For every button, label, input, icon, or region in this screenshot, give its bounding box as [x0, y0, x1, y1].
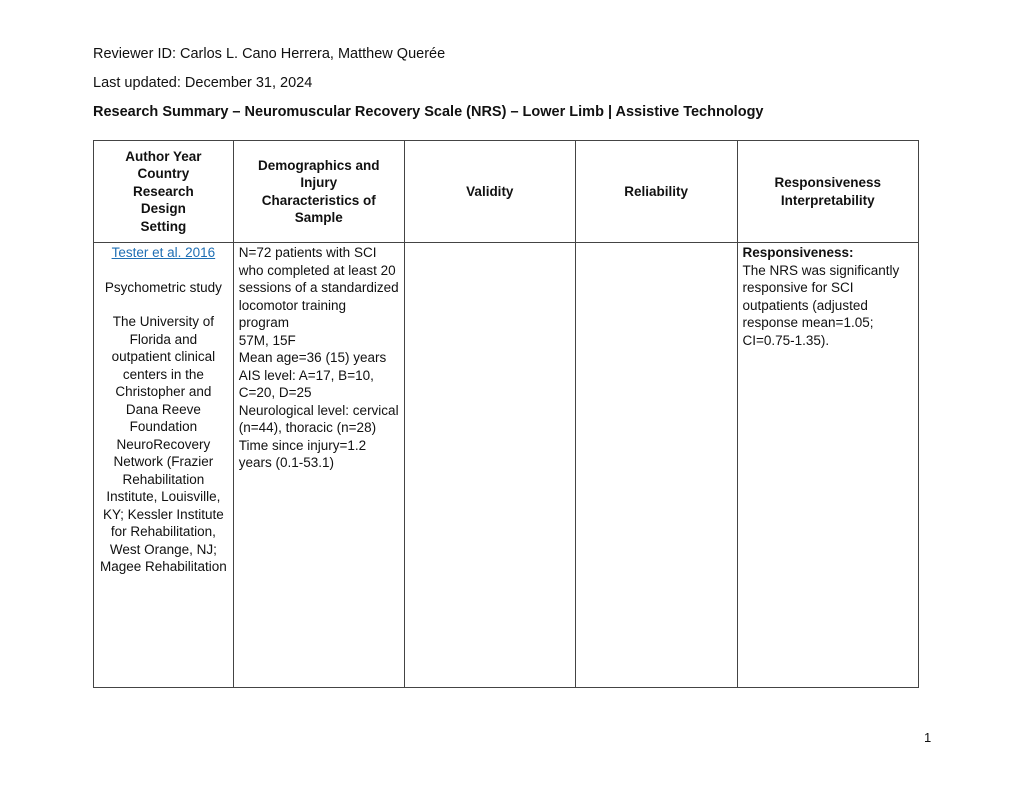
document-title: Research Summary – Neuromuscular Recovery Scale (NRS) – Lower Limb | Assistive Technology [93, 104, 764, 120]
cell-responsiveness [737, 243, 919, 688]
study-setting: The University of Florida and outpatient clinical centers in the Christopher and Dana Reeve Foundation NeuroRecovery Network (Frazier Rehabilitation Institute, Louisville, KY; Kessler Institute for Rehabilitation, West Orange, NJ; Magee Rehabilitation [99, 314, 227, 574]
header-responsiveness-line: Responsiveness [774, 175, 882, 190]
last-updated-line: Last updated: December 31, 2024 [93, 75, 313, 91]
demographics-time: Time since injury=1.2 years (0.1-53.1) [238, 437, 367, 470]
demographics-sample: N=72 patients with SCI who completed at least 20 sessions of a standardized locomotor training program [238, 245, 399, 330]
header-author [94, 141, 234, 243]
citation-link[interactable]: Tester et al. 2016 [111, 245, 216, 260]
cell-author [94, 243, 234, 688]
demographics-level: Neurological level: cervical (n=44), thoracic (n=28) [238, 402, 399, 435]
reviewer-line: Reviewer ID: Carlos L. Cano Herrera, Matthew Querée [93, 46, 446, 62]
cell-validity [404, 243, 575, 688]
header-author-line: Author Year [125, 148, 202, 164]
header-demographics [233, 141, 404, 243]
cell-demographics [233, 243, 404, 688]
demographics-age: Mean age=36 (15) years [238, 350, 387, 365]
header-demographics-line: Demographics and [258, 157, 380, 173]
header-demographics-line: Injury [300, 175, 338, 190]
table-row [94, 243, 919, 688]
demographics-sex: 57M, 15F [238, 332, 296, 348]
research-summary-table [93, 140, 919, 688]
cell-reliability [575, 243, 737, 688]
header-author-line: Design [140, 201, 186, 217]
page-number: 1 [924, 730, 932, 745]
header-responsiveness-line: Interpretability [780, 192, 875, 208]
header-responsiveness [737, 141, 919, 243]
header-validity: Validity [404, 141, 575, 243]
header-author-line: Country [137, 166, 190, 182]
header-demographics-line: Characteristics of [261, 192, 376, 208]
header-author-line: Research [132, 183, 194, 199]
responsiveness-heading: Responsiveness: [742, 245, 854, 260]
research-design: Psychometric study [104, 279, 222, 295]
header-row [94, 141, 919, 243]
header-demographics-line: Sample [294, 210, 343, 225]
header-reliability: Reliability [575, 141, 737, 243]
header-author-line: Setting [140, 218, 187, 234]
responsiveness-text: The NRS was significantly responsive for SCI outpatients (adjusted response mean=1.05; CI=0.75-1.35). [742, 262, 900, 348]
demographics-ais: AIS level: A=17, B=10, C=20, D=25 [238, 367, 374, 400]
